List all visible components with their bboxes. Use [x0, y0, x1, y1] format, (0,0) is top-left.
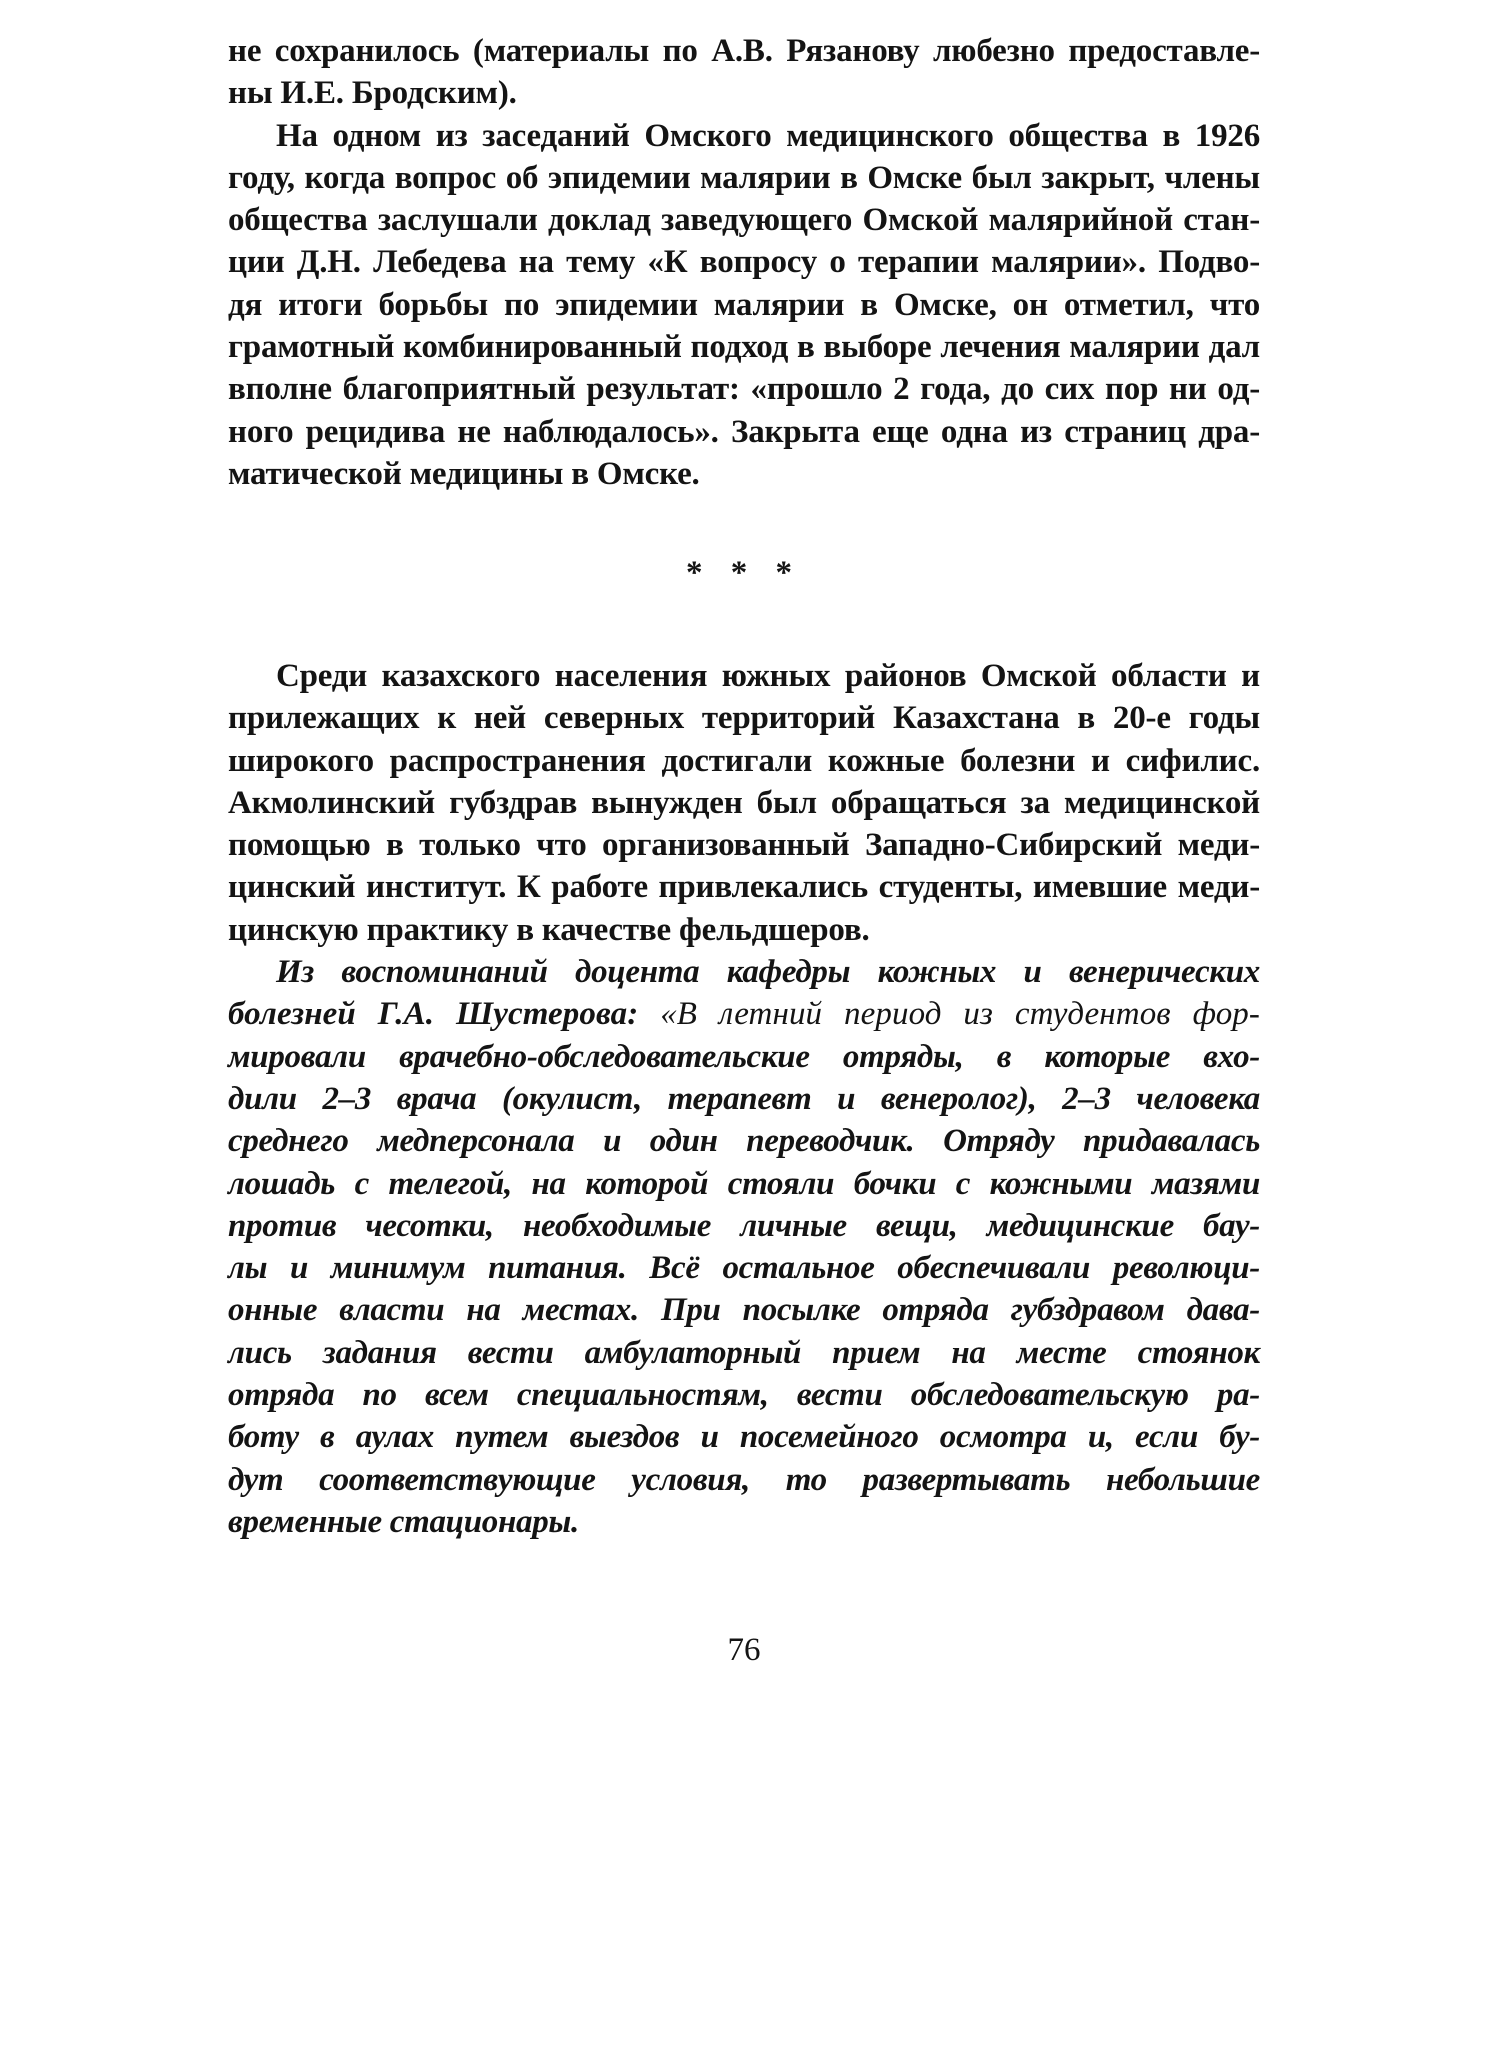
second-section [228, 655, 1260, 1543]
paragraph-malaria [228, 115, 1260, 496]
quote-text: «В летний период из студентов фор- [660, 996, 1260, 1033]
text-line: онные власти на местах. При посылке отряда губздравом дава- [228, 1292, 1260, 1329]
book-page [228, 30, 1260, 1668]
text-line: среднего медперсонала и один переводчик. Отряду придавалась [228, 1123, 1260, 1160]
text-line: матической медицины в Омске. [228, 455, 700, 492]
quote-heading-author: болезней Г.А. Шустерова: [228, 996, 639, 1033]
text-line: Акмолинский губздрав вынужден был обращаться за медицинской [228, 784, 1260, 821]
text-line [228, 993, 1260, 1035]
text-line: общества заслушали доклад заведующего Омской малярийной стан- [228, 202, 1260, 239]
text-line: мировали врачебно-обследовательские отряды, в которые вхо- [228, 1038, 1260, 1075]
text-line: Среди казахского населения южных районов Омской области и [276, 658, 1260, 694]
text-line: дили 2–3 врача (окулист, терапевт и венеролог), 2–3 человека [228, 1080, 1260, 1117]
text-line: вполне благоприятный результат: «прошло 2 года, до сих пор ни од- [228, 371, 1260, 408]
text-line: лошадь с телегой, на которой стояли бочки с кожными мазями [228, 1165, 1260, 1202]
text-line: На одном из заседаний Омского медицинского общества в 1926 [276, 117, 1260, 154]
text-line: широкого распространения достигали кожные болезни и сифилис. [228, 742, 1260, 779]
text-line: отряда по всем специальностям, вести обследовательскую ра- [228, 1377, 1260, 1414]
text-line: дя итоги борьбы по эпидемии малярии в Омске, он отметил, что [228, 286, 1260, 323]
paragraph-continuation [228, 30, 1260, 115]
text-line: помощью в только что организованный Западно-Сибирский меди- [228, 827, 1260, 864]
text-line: дут соответствующие условия, то развертывать небольшие [228, 1461, 1260, 1498]
text-line: ного рецидива не наблюдалось». Закрыта еще одна из страниц дра- [228, 413, 1260, 450]
quote-shusterov [228, 951, 1260, 1543]
text-line: не сохранилось (материалы по А.В. Рязанову любезно предоставле- [228, 33, 1260, 69]
quote-heading: Из воспоминаний доцента кафедры кожных и венерических [276, 954, 1260, 991]
text-line: прилежащих к ней северных территорий Казахстана в 20-е годы [228, 700, 1260, 737]
text-line: против чесотки, необходимые личные вещи, медицинские бау- [228, 1207, 1260, 1244]
text-line: грамотный комбинированный подход в выборе лечения малярии дал [228, 329, 1260, 366]
page-number: 76 [727, 1632, 761, 1668]
text-line: цинский институт. К работе привлекались студенты, имевшие меди- [228, 869, 1260, 906]
text-line: лы и минимум питания. Всё остальное обеспечивали революци- [228, 1250, 1260, 1287]
text-line: году, когда вопрос об эпидемии малярии в Омске был закрыт, члены [228, 159, 1260, 196]
text-line: боту в аулах путем выездов и посемейного осмотра и, если бу- [228, 1419, 1260, 1456]
text-line: цинскую практику в качестве фельдшеров. [228, 911, 870, 948]
text-line: временные стационары. [228, 1503, 579, 1540]
text-line: лись задания вести амбулаторный прием на месте стоянок [228, 1334, 1260, 1371]
text-line: ции Д.Н. Лебедева на тему «К вопросу о терапии малярии». Подво- [228, 244, 1260, 281]
paragraph-kazakh-population [228, 655, 1260, 951]
section-separator: * * * [686, 555, 802, 591]
text-line: ны И.Е. Бродским). [228, 75, 517, 112]
